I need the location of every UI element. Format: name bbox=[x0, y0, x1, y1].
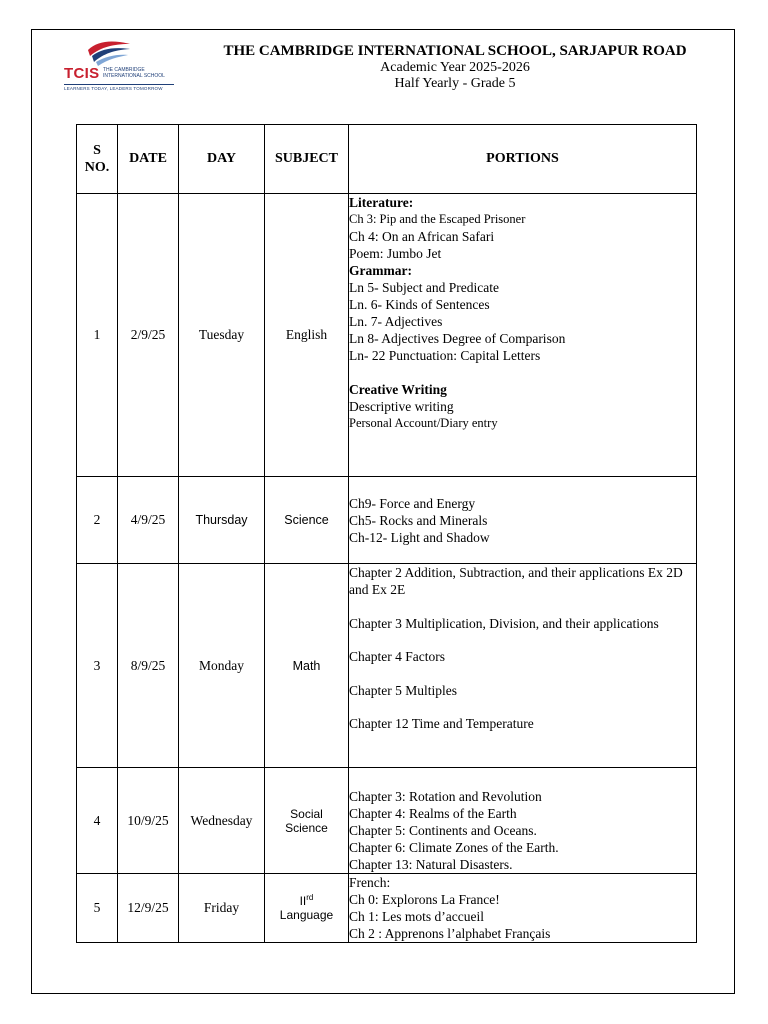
spacer bbox=[349, 665, 696, 682]
subject-roman: II bbox=[299, 894, 307, 908]
portion-item: Ln. 7- Adjectives bbox=[349, 314, 443, 329]
cell-subject bbox=[265, 874, 349, 943]
portion-item: Chapter 6: Climate Zones of the Earth. bbox=[349, 840, 559, 855]
cell-portions bbox=[349, 564, 697, 768]
spacer bbox=[349, 598, 696, 615]
cell-sno: 3 bbox=[77, 564, 118, 768]
portion-item: French: bbox=[349, 875, 391, 890]
portion-item: Ch 4: On an African Safari bbox=[349, 229, 495, 244]
portion-item: Ch 2 : Apprenons l’alphabet Français bbox=[349, 926, 551, 941]
cell-portions bbox=[349, 768, 697, 874]
cell-date: 12/9/25 bbox=[118, 874, 179, 943]
cell-portions bbox=[349, 874, 697, 943]
portion-item: Chapter 2 Addition, Subtraction, and their applications Ex 2D and Ex 2E bbox=[349, 565, 683, 597]
column-header-portions: PORTIONS bbox=[349, 125, 697, 194]
logo-tagline: LEARNERS TODAY, LEADERS TOMORROW bbox=[64, 84, 174, 91]
portion-item: Chapter 13: Natural Disasters. bbox=[349, 857, 513, 872]
school-name: THE CAMBRIDGE INTERNATIONAL SCHOOL, SARJAPUR ROAD bbox=[223, 43, 687, 59]
cell-day: Tuesday bbox=[179, 194, 265, 477]
logo-wave-icon bbox=[84, 38, 134, 66]
cell-date: 10/9/25 bbox=[118, 768, 179, 874]
exam-title: Half Yearly - Grade 5 bbox=[394, 76, 516, 91]
cell-subject: Science bbox=[265, 477, 349, 564]
cell-sno: 1 bbox=[77, 194, 118, 477]
portion-item: Ch5- Rocks and Minerals bbox=[349, 512, 488, 528]
cell-day: Monday bbox=[179, 564, 265, 768]
cell-sno: 2 bbox=[77, 477, 118, 564]
academic-year: Academic Year 2025-2026 bbox=[380, 60, 530, 75]
portion-item: Chapter 12 Time and Temperature bbox=[349, 716, 534, 731]
school-logo bbox=[62, 38, 172, 94]
cell-day: Wednesday bbox=[179, 768, 265, 874]
cell-sno: 4 bbox=[77, 768, 118, 874]
cell-portions bbox=[349, 477, 697, 564]
exam-schedule-table bbox=[76, 124, 697, 943]
logo-brand-full: THE CAMBRIDGE INTERNATIONAL SCHOOL bbox=[103, 67, 165, 79]
cell-day: Friday bbox=[179, 874, 265, 943]
logo-brand: TCIS bbox=[64, 65, 100, 82]
portion-item: Ln. 6- Kinds of Sentences bbox=[349, 297, 490, 312]
portion-item: Chapter 4: Realms of the Earth bbox=[349, 806, 517, 821]
table-row bbox=[77, 564, 697, 768]
portion-item: Ch9- Force and Energy bbox=[349, 495, 476, 511]
subject-language: Language bbox=[279, 908, 334, 922]
table-row bbox=[77, 874, 697, 943]
portion-item: Chapter 4 Factors bbox=[349, 649, 445, 664]
portion-item: Chapter 5: Continents and Oceans. bbox=[349, 823, 537, 838]
portion-item: Chapter 3 Multiplication, Division, and their applications bbox=[349, 615, 659, 631]
portion-item: Ch 1: Les mots d’accueil bbox=[349, 909, 484, 924]
cell-sno: 5 bbox=[77, 874, 118, 943]
cell-day: Thursday bbox=[179, 477, 265, 564]
table-row bbox=[77, 477, 697, 564]
cell-date: 4/9/25 bbox=[118, 477, 179, 564]
column-header-date: DATE bbox=[118, 125, 179, 194]
portion-item: Ch 0: Explorons La France! bbox=[349, 892, 500, 907]
cell-subject: Math bbox=[265, 564, 349, 768]
portion-item: Chapter 5 Multiples bbox=[349, 682, 457, 698]
spacer bbox=[349, 364, 696, 381]
column-header-day: DAY bbox=[179, 125, 265, 194]
spacer bbox=[349, 632, 696, 649]
portion-heading: Creative Writing bbox=[349, 381, 447, 397]
column-header-subject: SUBJECT bbox=[265, 125, 349, 194]
subject-superscript: rd bbox=[306, 893, 314, 902]
portion-item: Ln 5- Subject and Predicate bbox=[349, 280, 499, 295]
portion-item: Ln- 22 Punctuation: Capital Letters bbox=[349, 348, 541, 363]
portion-item: Descriptive writing bbox=[349, 398, 454, 414]
portion-heading: Grammar: bbox=[349, 263, 412, 278]
portion-item: Poem: Jumbo Jet bbox=[349, 246, 442, 261]
table-row bbox=[77, 768, 697, 874]
portion-item: Ln 8- Adjectives Degree of Comparison bbox=[349, 331, 566, 346]
cell-subject: English bbox=[265, 194, 349, 477]
cell-date: 8/9/25 bbox=[118, 564, 179, 768]
table-header-row bbox=[77, 125, 697, 194]
portion-item: Ch 3: Pip and the Escaped Prisoner bbox=[349, 212, 526, 226]
cell-portions bbox=[349, 194, 697, 477]
spacer bbox=[349, 699, 696, 716]
table-row bbox=[77, 194, 697, 477]
cell-date: 2/9/25 bbox=[118, 194, 179, 477]
page-header bbox=[160, 43, 750, 92]
portion-item: Personal Account/Diary entry bbox=[349, 415, 498, 430]
cell-subject: Social Science bbox=[265, 768, 349, 874]
column-header-sno: S NO. bbox=[77, 125, 118, 194]
portion-item: Chapter 3: Rotation and Revolution bbox=[349, 789, 542, 804]
portion-heading: Literature: bbox=[349, 195, 414, 210]
portion-item: Ch-12- Light and Shadow bbox=[349, 529, 490, 545]
